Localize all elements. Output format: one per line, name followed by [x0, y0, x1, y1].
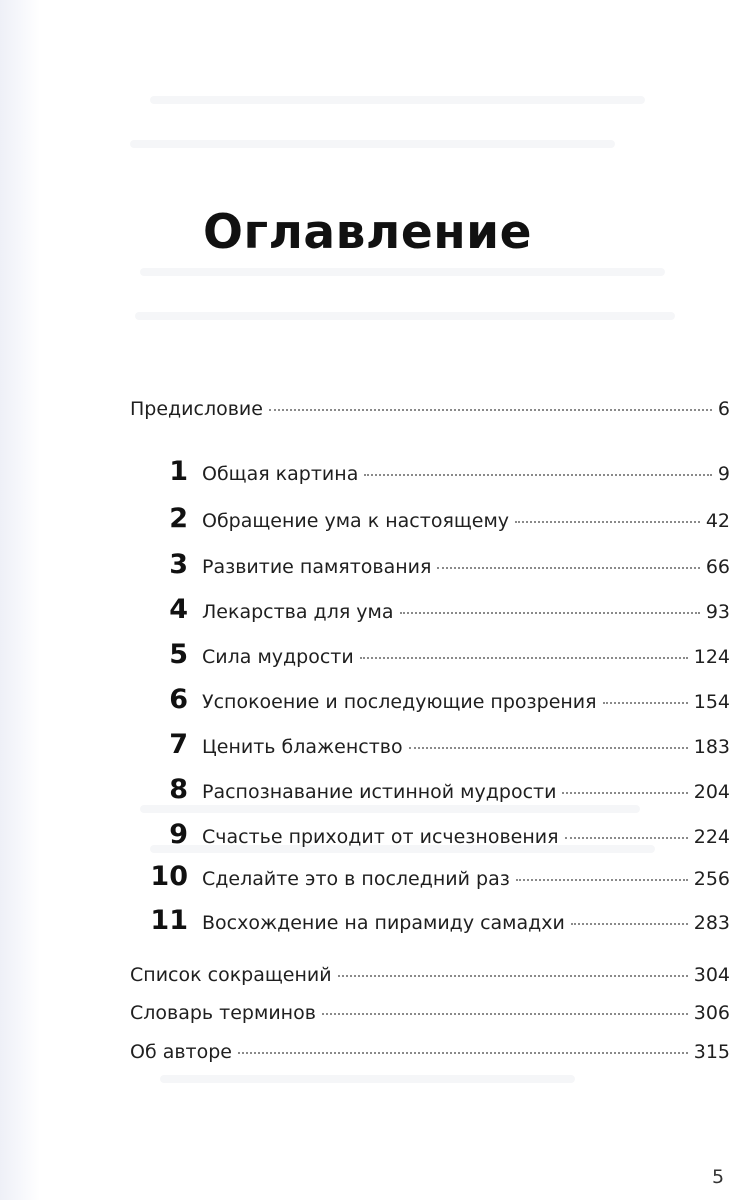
- toc-entry-label: Словарь терминов: [130, 1002, 316, 1024]
- toc-entry-about-author[interactable]: [130, 1041, 730, 1071]
- toc-page-number: 304: [693, 964, 730, 986]
- toc-page-number: 204: [693, 781, 730, 803]
- chapter-number: 10: [150, 861, 188, 892]
- page-number: 5: [712, 1166, 725, 1188]
- bleed-through-line: [160, 1075, 575, 1083]
- toc-entry-abbreviations[interactable]: [130, 964, 730, 994]
- toc-page-number: 256: [693, 868, 730, 890]
- toc-page-number: 306: [693, 1002, 730, 1024]
- bleed-through-line: [150, 96, 645, 104]
- bleed-through-line: [140, 268, 665, 276]
- toc-entry-label: Предисловие: [130, 398, 263, 420]
- toc-entry-chapter-5[interactable]: [130, 639, 730, 669]
- chapter-number: 6: [169, 684, 188, 715]
- toc-page-number: 315: [693, 1041, 730, 1063]
- page-title: Оглавление: [203, 205, 532, 260]
- dot-leader: [269, 408, 712, 411]
- bleed-through-line: [130, 140, 615, 148]
- toc-entry-preface[interactable]: [130, 398, 730, 428]
- toc-entry-chapter-6[interactable]: [130, 684, 730, 714]
- toc-page-number: 283: [693, 912, 730, 934]
- chapter-number: 5: [169, 639, 188, 670]
- toc-page-number: 42: [705, 510, 730, 532]
- toc-page-number: 183: [693, 736, 730, 758]
- toc-entry-chapter-11[interactable]: [130, 905, 730, 935]
- bleed-through-line: [135, 312, 675, 320]
- toc-page-number: 6: [717, 398, 730, 420]
- toc-page-number: 9: [717, 463, 730, 485]
- toc-entry-chapter-4[interactable]: [130, 594, 730, 624]
- chapter-number: 7: [169, 729, 188, 760]
- chapter-number: 2: [169, 503, 188, 534]
- toc-entry-chapter-9[interactable]: [130, 819, 730, 849]
- dot-leader: [360, 656, 688, 659]
- dot-leader: [338, 974, 688, 977]
- toc-entry-label: Общая картина: [202, 463, 359, 485]
- chapter-number: 1: [169, 456, 188, 487]
- toc-entry-label: Обращение ума к настоящему: [202, 510, 510, 532]
- chapter-number: 4: [169, 594, 188, 625]
- toc-entry-label: Ценить блаженство: [202, 736, 403, 758]
- chapter-number: 8: [169, 774, 188, 805]
- dot-leader: [322, 1012, 688, 1015]
- dot-leader: [571, 922, 688, 925]
- toc-page-number: 154: [693, 691, 730, 713]
- toc-entry-label: Сила мудрости: [202, 646, 354, 668]
- toc-entry-chapter-3[interactable]: [130, 549, 730, 579]
- toc-page-number: 93: [705, 601, 730, 623]
- chapter-number: 3: [169, 549, 188, 580]
- toc-entry-label: Счастье приходит от исчезновения: [202, 826, 559, 848]
- toc-entry-chapter-7[interactable]: [130, 729, 730, 759]
- toc-entry-label: Лекарства для ума: [202, 601, 394, 623]
- dot-leader: [565, 836, 688, 839]
- dot-leader: [562, 791, 687, 794]
- toc-entry-label: Об авторе: [130, 1041, 232, 1063]
- toc-entry-chapter-8[interactable]: [130, 774, 730, 804]
- dot-leader: [409, 746, 688, 749]
- dot-leader: [516, 878, 688, 881]
- toc-entry-label: Список сокращений: [130, 964, 332, 986]
- toc-page-number: 224: [693, 826, 730, 848]
- toc-entry-chapter-1[interactable]: [130, 456, 730, 486]
- toc-entry-glossary[interactable]: [130, 1002, 730, 1032]
- toc-entry-label: Успокоение и последующие прозрения: [202, 691, 597, 713]
- dot-leader: [515, 520, 700, 523]
- chapter-number: 11: [150, 905, 188, 936]
- toc-entry-label: Сделайте это в последний раз: [202, 868, 510, 890]
- dot-leader: [400, 611, 700, 614]
- toc-page-number: 124: [693, 646, 730, 668]
- toc-entry-chapter-10[interactable]: [130, 861, 730, 891]
- toc-page-number: 66: [705, 556, 730, 578]
- dot-leader: [437, 566, 699, 569]
- dot-leader: [238, 1051, 688, 1054]
- toc-entry-label: Восхождение на пирамиду самадхи: [202, 912, 565, 934]
- toc-entry-chapter-2[interactable]: [130, 503, 730, 533]
- dot-leader: [364, 473, 712, 476]
- bleed-through-line: [140, 805, 640, 813]
- toc-entry-label: Развитие памятования: [202, 556, 432, 578]
- toc-entry-label: Распознавание истинной мудрости: [202, 781, 557, 803]
- chapter-number: 9: [169, 819, 188, 850]
- dot-leader: [603, 701, 688, 704]
